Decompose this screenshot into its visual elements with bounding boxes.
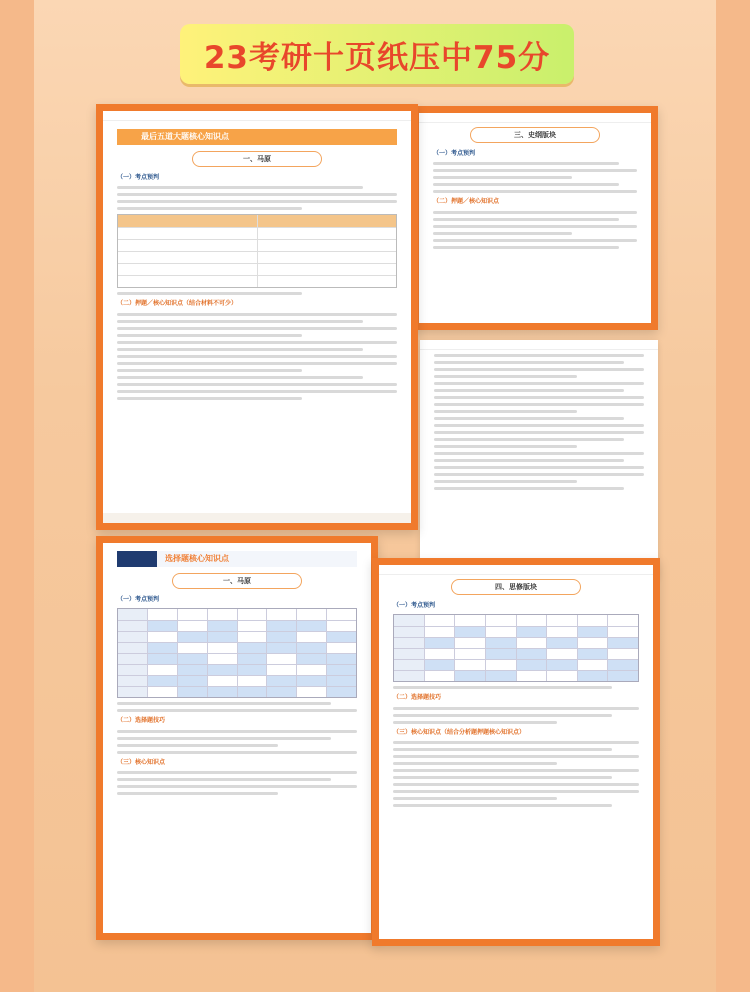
text-line [434, 361, 624, 364]
text-line [117, 348, 363, 351]
text-line [117, 744, 278, 747]
text-line [117, 313, 397, 316]
text-line [434, 382, 644, 385]
text-line [393, 686, 612, 689]
text-line [117, 792, 278, 795]
text-line [117, 390, 397, 393]
text-line [117, 397, 302, 400]
text-line [434, 403, 644, 406]
text-line [117, 292, 302, 295]
text-line [433, 239, 637, 242]
text-line [393, 748, 612, 751]
preview-sheet-marxism-choice [96, 536, 378, 940]
text-line [434, 487, 624, 490]
text-line [117, 369, 302, 372]
text-line [433, 246, 619, 249]
preview-sheet-history [412, 106, 658, 330]
preview-sheet-history-continued [420, 340, 658, 578]
exam-frequency-table [393, 614, 639, 682]
text-line [393, 707, 639, 710]
text-line [393, 783, 639, 786]
text-line [393, 714, 612, 717]
text-line [434, 389, 624, 392]
section-heading: （三）核心知识点（结合分析题押题核心知识点） [393, 728, 526, 736]
section-heading: （三）核心知识点 [117, 758, 166, 766]
text-line [433, 218, 619, 221]
text-line [117, 193, 397, 196]
text-line [393, 769, 639, 772]
text-line [117, 207, 302, 210]
sheet-band-title: 选择题核心知识点 [117, 551, 357, 567]
sheet-footer [103, 513, 411, 523]
preview-sheet-marxism-essay [96, 104, 418, 530]
text-line [117, 376, 363, 379]
text-line [434, 473, 644, 476]
text-line [117, 186, 363, 189]
text-line [434, 417, 624, 420]
text-line [433, 162, 619, 165]
text-line [433, 169, 637, 172]
right-decor-stripe [716, 0, 750, 992]
section-heading: （一）考点预判 [117, 596, 160, 603]
preview-sheet-ethics [372, 558, 660, 946]
text-line [434, 480, 577, 483]
text-line [117, 320, 363, 323]
text-line [433, 225, 637, 228]
text-line [433, 183, 619, 186]
text-line [393, 790, 639, 793]
section-heading: （二）押题／核心知识点（结合材料不可少） [117, 300, 238, 308]
text-line [433, 176, 572, 179]
text-line [393, 776, 612, 779]
sheet-subtitle: 四、思修版块 [451, 579, 581, 595]
text-line [434, 431, 644, 434]
sheet-subtitle: 三、史纲版块 [470, 127, 600, 143]
text-line [117, 709, 357, 712]
text-line [117, 327, 397, 330]
hot-topic-table [117, 214, 397, 288]
section-heading: （二）押题／核心知识点 [433, 198, 500, 206]
text-line [117, 771, 357, 774]
left-decor-stripe [0, 0, 34, 992]
exam-frequency-table [117, 608, 357, 698]
text-line [393, 804, 612, 807]
text-line [434, 375, 577, 378]
text-line [117, 355, 397, 358]
text-line [393, 762, 557, 765]
section-heading: （一）考点预判 [117, 174, 160, 181]
text-line [117, 737, 331, 740]
text-line [434, 452, 644, 455]
text-line [393, 721, 557, 724]
text-line [393, 741, 639, 744]
section-heading: （二）选择题技巧 [117, 717, 166, 725]
sheet-header [419, 113, 651, 123]
section-heading: （一）考点预判 [393, 602, 436, 609]
text-line [434, 354, 644, 357]
text-line [433, 211, 637, 214]
banner-title-text: 23考研十页纸压中75分 [203, 39, 551, 76]
text-line [434, 368, 644, 371]
text-line [117, 702, 331, 705]
sheet-subtitle: 一、马原 [172, 573, 302, 589]
text-line [434, 396, 644, 399]
text-line [117, 362, 397, 365]
text-line [434, 459, 624, 462]
sheet-band-title: 最后五道大题核心知识点 [117, 129, 397, 145]
text-line [434, 466, 644, 469]
text-line [434, 438, 624, 441]
section-heading: （二）选择题技巧 [393, 694, 442, 702]
sheet-header [379, 565, 653, 575]
sheet-subtitle: 一、马原 [192, 151, 322, 167]
text-line [433, 232, 572, 235]
text-line [117, 341, 397, 344]
sheet-header [103, 111, 411, 121]
text-line [393, 797, 557, 800]
text-line [393, 755, 639, 758]
text-line [434, 424, 644, 427]
text-line [117, 730, 357, 733]
text-line [117, 785, 357, 788]
section-heading: （一）考点预判 [433, 150, 476, 157]
text-line [117, 383, 397, 386]
text-line [434, 410, 577, 413]
text-line [117, 778, 331, 781]
text-line [433, 190, 637, 193]
text-line [434, 445, 577, 448]
sheet-header [420, 340, 658, 350]
text-line [117, 200, 397, 203]
banner-title [180, 24, 574, 84]
text-line [117, 751, 357, 754]
text-line [117, 334, 302, 337]
